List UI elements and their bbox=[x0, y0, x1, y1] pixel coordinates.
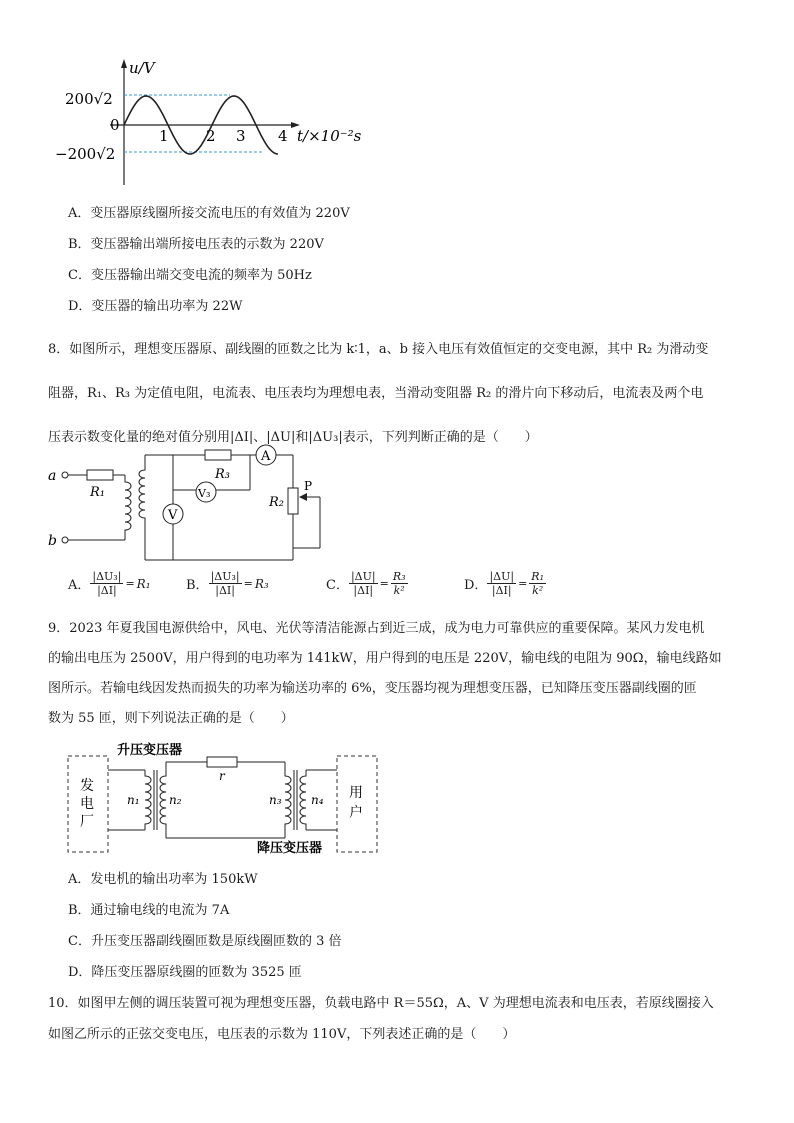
q8-option-d-den: |ΔI| bbox=[491, 584, 512, 597]
gen-char-1: 发 bbox=[80, 778, 94, 794]
n3-label: n₃ bbox=[269, 793, 282, 807]
coil-n3 bbox=[285, 762, 291, 838]
q8-option-d-rhs-num: R₁ bbox=[531, 570, 544, 583]
q8-option-a-letter: A． bbox=[68, 578, 91, 593]
terminal-a-label: a bbox=[48, 468, 57, 484]
r-label: r bbox=[219, 769, 225, 783]
q8-line-2: 阻器，R₁、R₃ 为定值电阻，电流表、电压表均为理想电表，当滑动变阻器 R₂ 的滑片向下移动后，电流表及两个电 bbox=[48, 386, 704, 401]
q7-option-c: C．变压器输出端交变电流的频率为 50Hz bbox=[68, 268, 312, 283]
q8-option-d-letter: D． bbox=[464, 578, 488, 593]
coil-n4 bbox=[300, 770, 306, 830]
user-char-1: 用 bbox=[349, 785, 363, 801]
q8-line-1: 8．如图所示，理想变压器原、副线圈的匝数之比为 k∶1，a、b 接入电压有效值恒定的交变电源，其中 R₂ 为滑动变 bbox=[48, 342, 709, 357]
q9-stem bbox=[48, 614, 722, 734]
q8-option-d-num: |ΔU| bbox=[489, 570, 515, 583]
q9-option-a: A．发电机的输出功率为 150kW bbox=[68, 872, 258, 887]
q8-option-d-rhs-fraction bbox=[529, 570, 546, 597]
line-resistor-r bbox=[207, 757, 237, 767]
voltmeter-v3-label: V₃ bbox=[198, 487, 211, 500]
q8-option-a: A． $\frac{\text{|ΔU₃|}}{|\Delta I|}$ = R₁ bbox=[68, 570, 151, 597]
q8-option-b: B． $\frac{\text{|ΔU₃|}}{|\Delta I|}$ = R₃ bbox=[186, 570, 269, 597]
user-char-2: 户 bbox=[349, 805, 363, 821]
q8-option-d: D． $\frac{|\Delta U|}{|\Delta I|}$ = $\frac{\text{R₁}}{\text{k²}}$ bbox=[464, 570, 544, 597]
q8-option-b-fraction bbox=[209, 570, 242, 597]
coil-n2 bbox=[160, 762, 166, 838]
user-box bbox=[337, 756, 377, 852]
q8-option-c-rhs-fraction bbox=[391, 570, 408, 597]
q8-option-b-rhs: R₃ bbox=[254, 576, 269, 591]
voltmeter-v-label: V bbox=[168, 508, 178, 523]
origin-label: 0 bbox=[110, 116, 120, 134]
q10-line-1: 10．如图甲左侧的调压装置可视为理想变压器，负载电路中 R＝55Ω，A、V 为理想电流表和电压表，若原线圈接入 bbox=[48, 996, 714, 1011]
primary-coil bbox=[125, 475, 131, 540]
resistor-r1 bbox=[87, 470, 113, 480]
q8-option-d-rhs-den: k² bbox=[532, 584, 544, 597]
q9-line-2: 的输出电压为 2500V，用户得到的电功率为 141kW，用户得到的电压是 220V，输电线的电阻为 90Ω，输电线路如 bbox=[48, 651, 722, 666]
q8-line-3: 压表示数变化量的绝对值分别用|ΔI|、|ΔU|和|ΔU₃|表示，下列判断正确的是（ ） bbox=[48, 430, 538, 445]
slider-p-label: P bbox=[304, 479, 313, 493]
resistor-r3 bbox=[205, 450, 231, 460]
n2-label: n₂ bbox=[169, 793, 182, 807]
q9-line-1: 9．2023 年夏我国电源供给中，风电、光伏等清洁能源占到近三成，成为电力可靠供应的重要保障。某风力发电机 bbox=[48, 621, 705, 636]
ammeter-label: A bbox=[261, 449, 271, 464]
q9-line-4: 数为 55 匝，则下列说法正确的是（ ） bbox=[48, 711, 294, 726]
tick-3: 3 bbox=[236, 127, 246, 145]
q9-option-c: C．升压变压器副线圈匝数是原线圈匝数的 3 倍 bbox=[68, 934, 342, 949]
q8-circuit-diagram bbox=[45, 440, 335, 565]
q8-option-c-den: |ΔI| bbox=[353, 584, 374, 597]
q8-option-c: C． $\frac{|\Delta U|}{|\Delta I|}$ = $\frac{\text{R₃}}{\text{k²}}$ bbox=[326, 570, 406, 597]
q8-option-c-rhs-den: k² bbox=[393, 584, 405, 597]
axis-u-label: u/V bbox=[129, 59, 155, 77]
q8-option-c-fraction bbox=[349, 570, 378, 597]
gen-char-3: 厂 bbox=[80, 814, 94, 830]
secondary-coil bbox=[139, 455, 145, 560]
gen-char-2: 电 bbox=[80, 796, 94, 812]
q10-stem bbox=[48, 988, 714, 1050]
q8-option-b-letter: B． bbox=[186, 578, 209, 593]
q8-option-d-fraction bbox=[487, 570, 516, 597]
q8-option-c-num: |ΔU| bbox=[350, 570, 376, 583]
voltage-time-graph bbox=[50, 55, 370, 190]
n4-label: n₄ bbox=[311, 793, 324, 807]
q7-option-d: D．变压器的输出功率为 22W bbox=[68, 299, 243, 314]
rheostat-r2 bbox=[288, 488, 298, 514]
y-min-label: −200√2 bbox=[55, 145, 116, 163]
step-down-label: 降压变压器 bbox=[257, 841, 323, 856]
q7-option-a: A．变压器原线圈所接交流电压的有效值为 220V bbox=[68, 206, 350, 221]
tick-1: 1 bbox=[159, 127, 169, 145]
tick-2: 2 bbox=[206, 127, 216, 145]
q8-option-b-den: |ΔI| bbox=[215, 584, 235, 597]
r2-label: R₂ bbox=[269, 495, 284, 510]
q8-option-c-letter: C． bbox=[326, 578, 349, 593]
q9-option-d: D．降压变压器原线圈的匝数为 3525 匝 bbox=[68, 965, 302, 980]
q8-option-a-rhs: R₁ bbox=[136, 576, 151, 591]
terminal-b-label: b bbox=[48, 533, 57, 549]
q10-line-2: 如图乙所示的正弦交变电压，电压表的示数为 110V，下列表述正确的是（ ） bbox=[48, 1027, 516, 1042]
q8-option-a-den: |ΔI| bbox=[97, 584, 117, 597]
coil-n1 bbox=[145, 770, 151, 830]
q8-option-a-num: |ΔU₃| bbox=[92, 570, 122, 583]
q8-option-a-fraction bbox=[90, 570, 123, 597]
r3-label: R₃ bbox=[215, 467, 230, 482]
step-up-label: 升压变压器 bbox=[117, 743, 183, 758]
r1-label: R₁ bbox=[90, 485, 105, 500]
q9-option-b: B．通过输电线的电流为 7A bbox=[68, 903, 230, 918]
y-max-label: 200√2 bbox=[65, 90, 113, 108]
q7-option-b: B．变压器输出端所接电压表的示数为 220V bbox=[68, 237, 324, 252]
axis-t-label: t/×10⁻²s bbox=[297, 127, 362, 145]
q9-line-3: 图所示。若输电线因发热而损失的功率为输送功率的 6%，变压器均视为理想变压器，已知降压变压器副线圈的匝 bbox=[48, 681, 697, 696]
q8-option-c-rhs-num: R₃ bbox=[392, 570, 406, 583]
tick-4: 4 bbox=[278, 127, 288, 145]
n1-label: n₁ bbox=[127, 793, 140, 807]
q8-option-b-num: |ΔU₃| bbox=[210, 570, 240, 583]
q9-transmission-diagram bbox=[65, 740, 385, 858]
